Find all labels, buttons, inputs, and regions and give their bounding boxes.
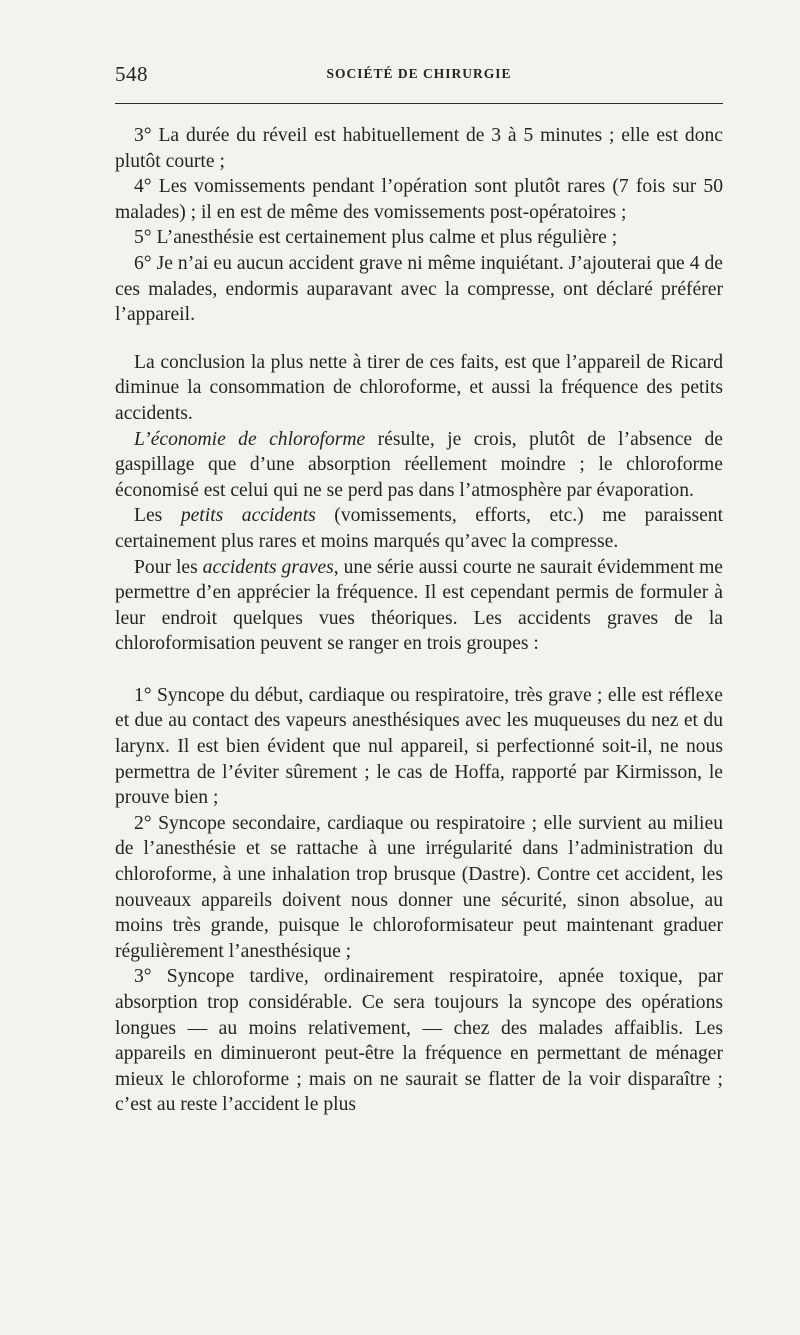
running-title: SOCIÉTÉ DE CHIRURGIE [326, 66, 512, 81]
paragraph-small-accidents: Les petits accidents (vomissements, efforts, etc.) me paraissent certainement plus rares et moins marqués qu’avec la compresse. [115, 505, 724, 552]
page-number: 548 [115, 62, 148, 86]
header-rule [115, 103, 723, 104]
paragraph-syncope-3: 3° Syncope tardive, ordinairement respiratoire, apnée toxique, par absorption trop considérable. Ce sera toujours la syncope des opérations longues — au moins relativement, — chez des malades affaiblis. Les appareils en diminueront peut-être la fréquence en permettant de ménager mieux le chloroforme ; mais on ne saurait se flatter de la voir disparaître ; c’est au reste l’accident le plus [115, 966, 723, 1116]
paragraph-syncope-1: 1° Syncope du début, cardiaque ou respiratoire, très grave ; elle est réflexe et due au contact des vapeurs anesthésiques avec les muqueuses du nez et du larynx. Il est bien évident que nul appareil, si perfectionné soit-il, ne nous permettra de l’éviter sûrement ; le cas de Hoffa, rapporté par Kirmisson, le prouve bien ; [115, 684, 723, 809]
body-text [115, 123, 723, 1118]
paragraph-point-3: 3° La durée du réveil est habituellement de 3 à 5 minutes ; elle est donc plutôt courte ; [115, 125, 723, 172]
paragraph-point-4: 4° Les vomissements pendant l’opération sont plutôt rares (7 fois sur 50 malades) ; il en est de même des vomissements post-opératoires ; [115, 176, 723, 223]
page-header [115, 62, 723, 88]
paragraph-point-6: 6° Je n’ai eu aucun accident grave ni même inquiétant. J’ajouterai que 4 de ces malades, endormis auparavant avec la compresse, ont déclaré préférer l’appareil. [115, 252, 723, 326]
paragraph-point-5: 5° L’anesthésie est certainement plus calme et plus régulière ; [134, 227, 618, 249]
paragraph-serious-accidents: Pour les accidents graves, une série aussi courte ne saurait évidemment me permettre d’en apprécier la fréquence. Il est cependant permis de formuler à leur endroit quelques vues théoriques. Les accidents graves de la chloroformisation peuvent se ranger en trois groupes : [115, 556, 724, 655]
paragraph-economy: L’économie de chloroforme résulte, je crois, plutôt de l’absence de gaspillage que d’une absorption réellement moindre ; le chloroforme économisé est celui qui ne se perd pas dans l’atmosphère par évaporation. [115, 428, 723, 501]
paragraph-syncope-2: 2° Syncope secondaire, cardiaque ou respiratoire ; elle survient au milieu de l’anesthésie et se rattache à une irrégularité dans l’administration du chloroforme, à une inhalation trop brusque (Dastre). Contre cet accident, les nouveaux appareils doivent nous donner une sécurité, sinon absolue, au moins très grande, puisque le chloroformisateur peut maintenant graduer régulièrement l’anesthésique ; [115, 812, 723, 962]
paragraph-conclusion: La conclusion la plus nette à tirer de ces faits, est que l’appareil de Ricard diminue la consommation de chloroforme, et aussi la fréquence des petits accidents. [115, 351, 723, 424]
